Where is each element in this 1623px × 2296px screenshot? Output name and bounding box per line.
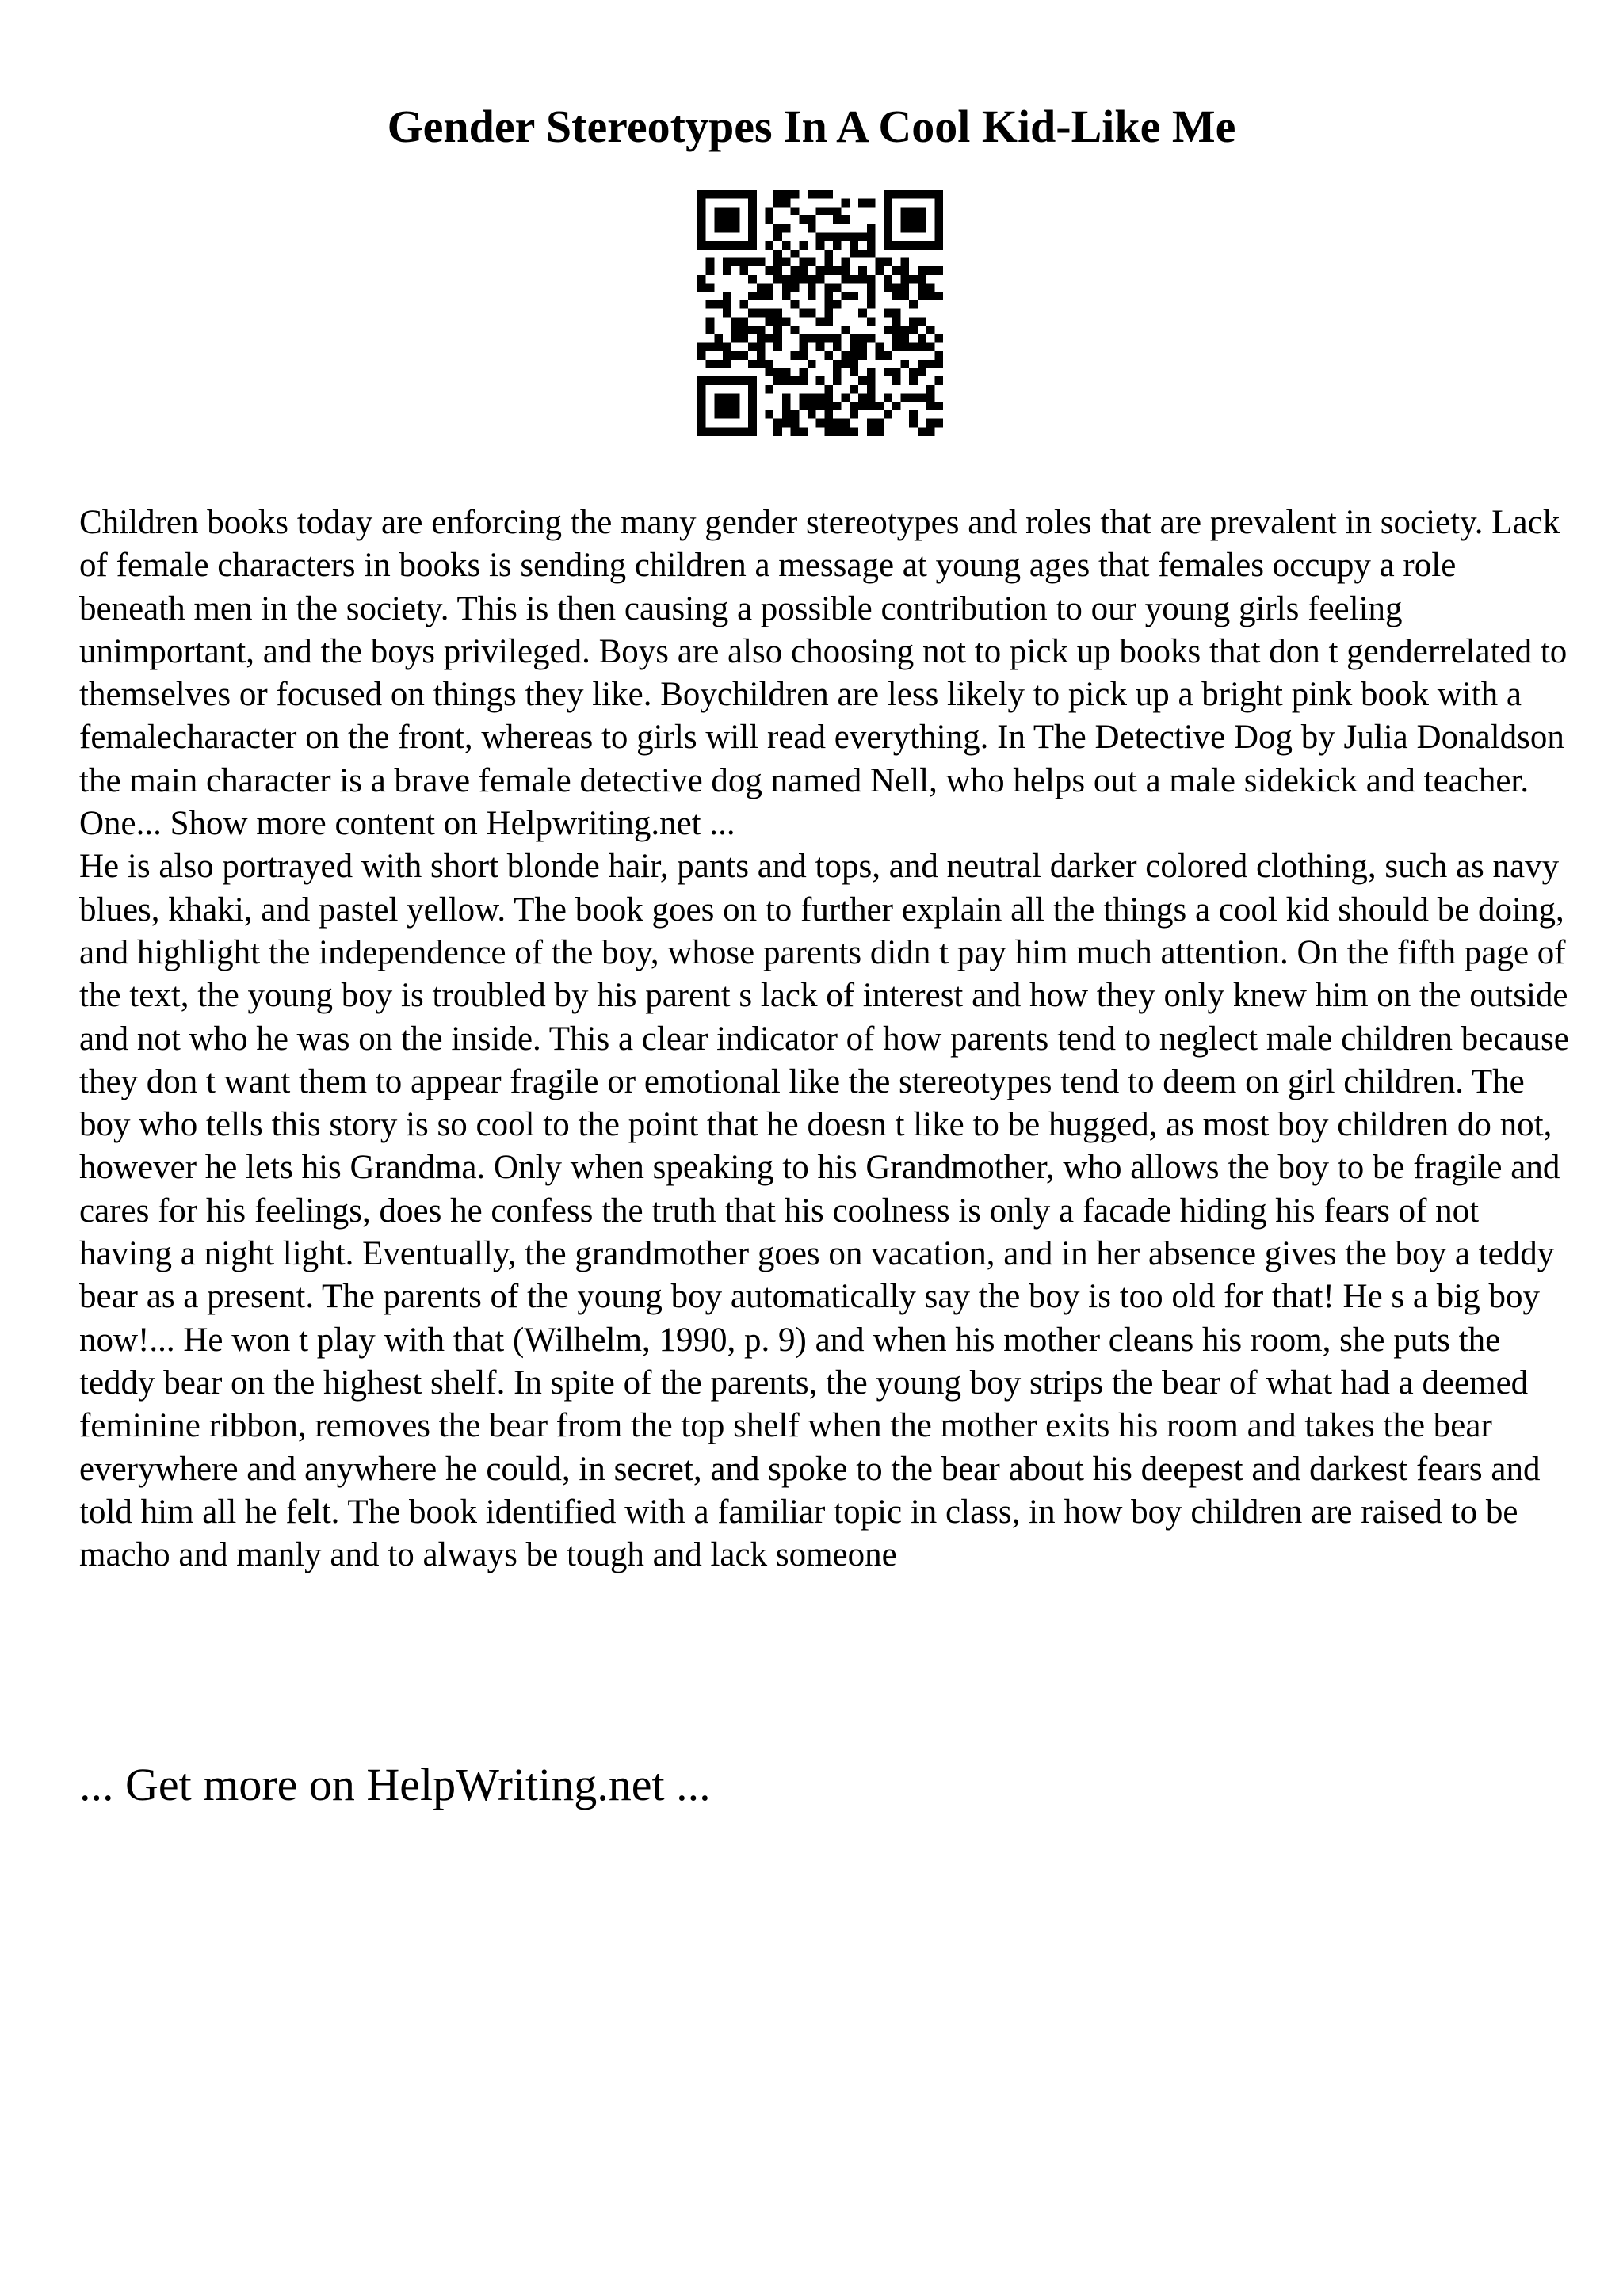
paragraph: He is also portrayed with short blonde hair, pants and tops, and neutral darker colored clothing, such as navy blues, khaki, and pastel yellow. The book goes on to further explain all the things a cool kid should be doing, and highlight the independence of the boy, whose parents didn t pay him much attention. On the fifth page of the text, the young boy is troubled by his parent s lack of interest and how they only knew him on the outside and not who he was on the inside. This a clear indicator of how parents tend to neglect male children because they don t want them to appear fragile or emotional like the stereotypes tend to deem on girl children. The boy who tells this story is so cool to the point that he doesn t like to be hugged, as most boy children do not, however he lets his Grandma. Only when speaking to his Grandmother, who allows the boy to be fragile and cares for his feelings, does he confess the truth that his coolness is only a facade hiding his fears of not having a night light. Eventually, the grandmother goes on vacation, and in her absence gives the boy a teddy bear as a present. The parents of the young boy automatically say the boy is too old for that! He s a big boy now!... He won t play with that (Wilhelm, 1990, p. 9) and when his mother cleans his room, she puts the teddy bear on the highest shelf. In spite of the parents, the young boy strips the bear of what had a deemed feminine ribbon, removes the bear from the top shelf when the mother exits his room and takes the bear everywhere and anywhere he could, in secret, and spoke to the bear about his deepest and darkest fears and told him all he felt. The book identified with a familiar topic in class, in how boy children are raised to be macho and manly and to always be tough and lack someone (79, 848, 1569, 1574)
qr-code-icon (697, 190, 943, 436)
page-title: Gender Stereotypes In A Cool Kid-Like Me (387, 101, 1236, 152)
article-body (79, 502, 1569, 1577)
get-more-link[interactable]: ... Get more on HelpWriting.net ... (79, 1759, 711, 1810)
paragraph: Children books today are enforcing the many gender stereotypes and roles that are prevalent in society. Lack of female characters in books is sending children a message at young ages that females occupy a role beneath men in the society. This is then causing a possible contribution to our young girls feeling unimportant, and the boys privileged. Boys are also choosing not to pick up books that don t genderrelated to themselves or focused on things they like. Boychildren are less likely to pick up a bright pink book with a femalecharacter on the front, whereas to girls will read everything. In The Detective Dog by Julia Donaldson the main character is a brave female detective dog named Nell, who helps out a male sidekick and teacher. One... Show more content on Helpwriting.net ... (79, 504, 1568, 843)
